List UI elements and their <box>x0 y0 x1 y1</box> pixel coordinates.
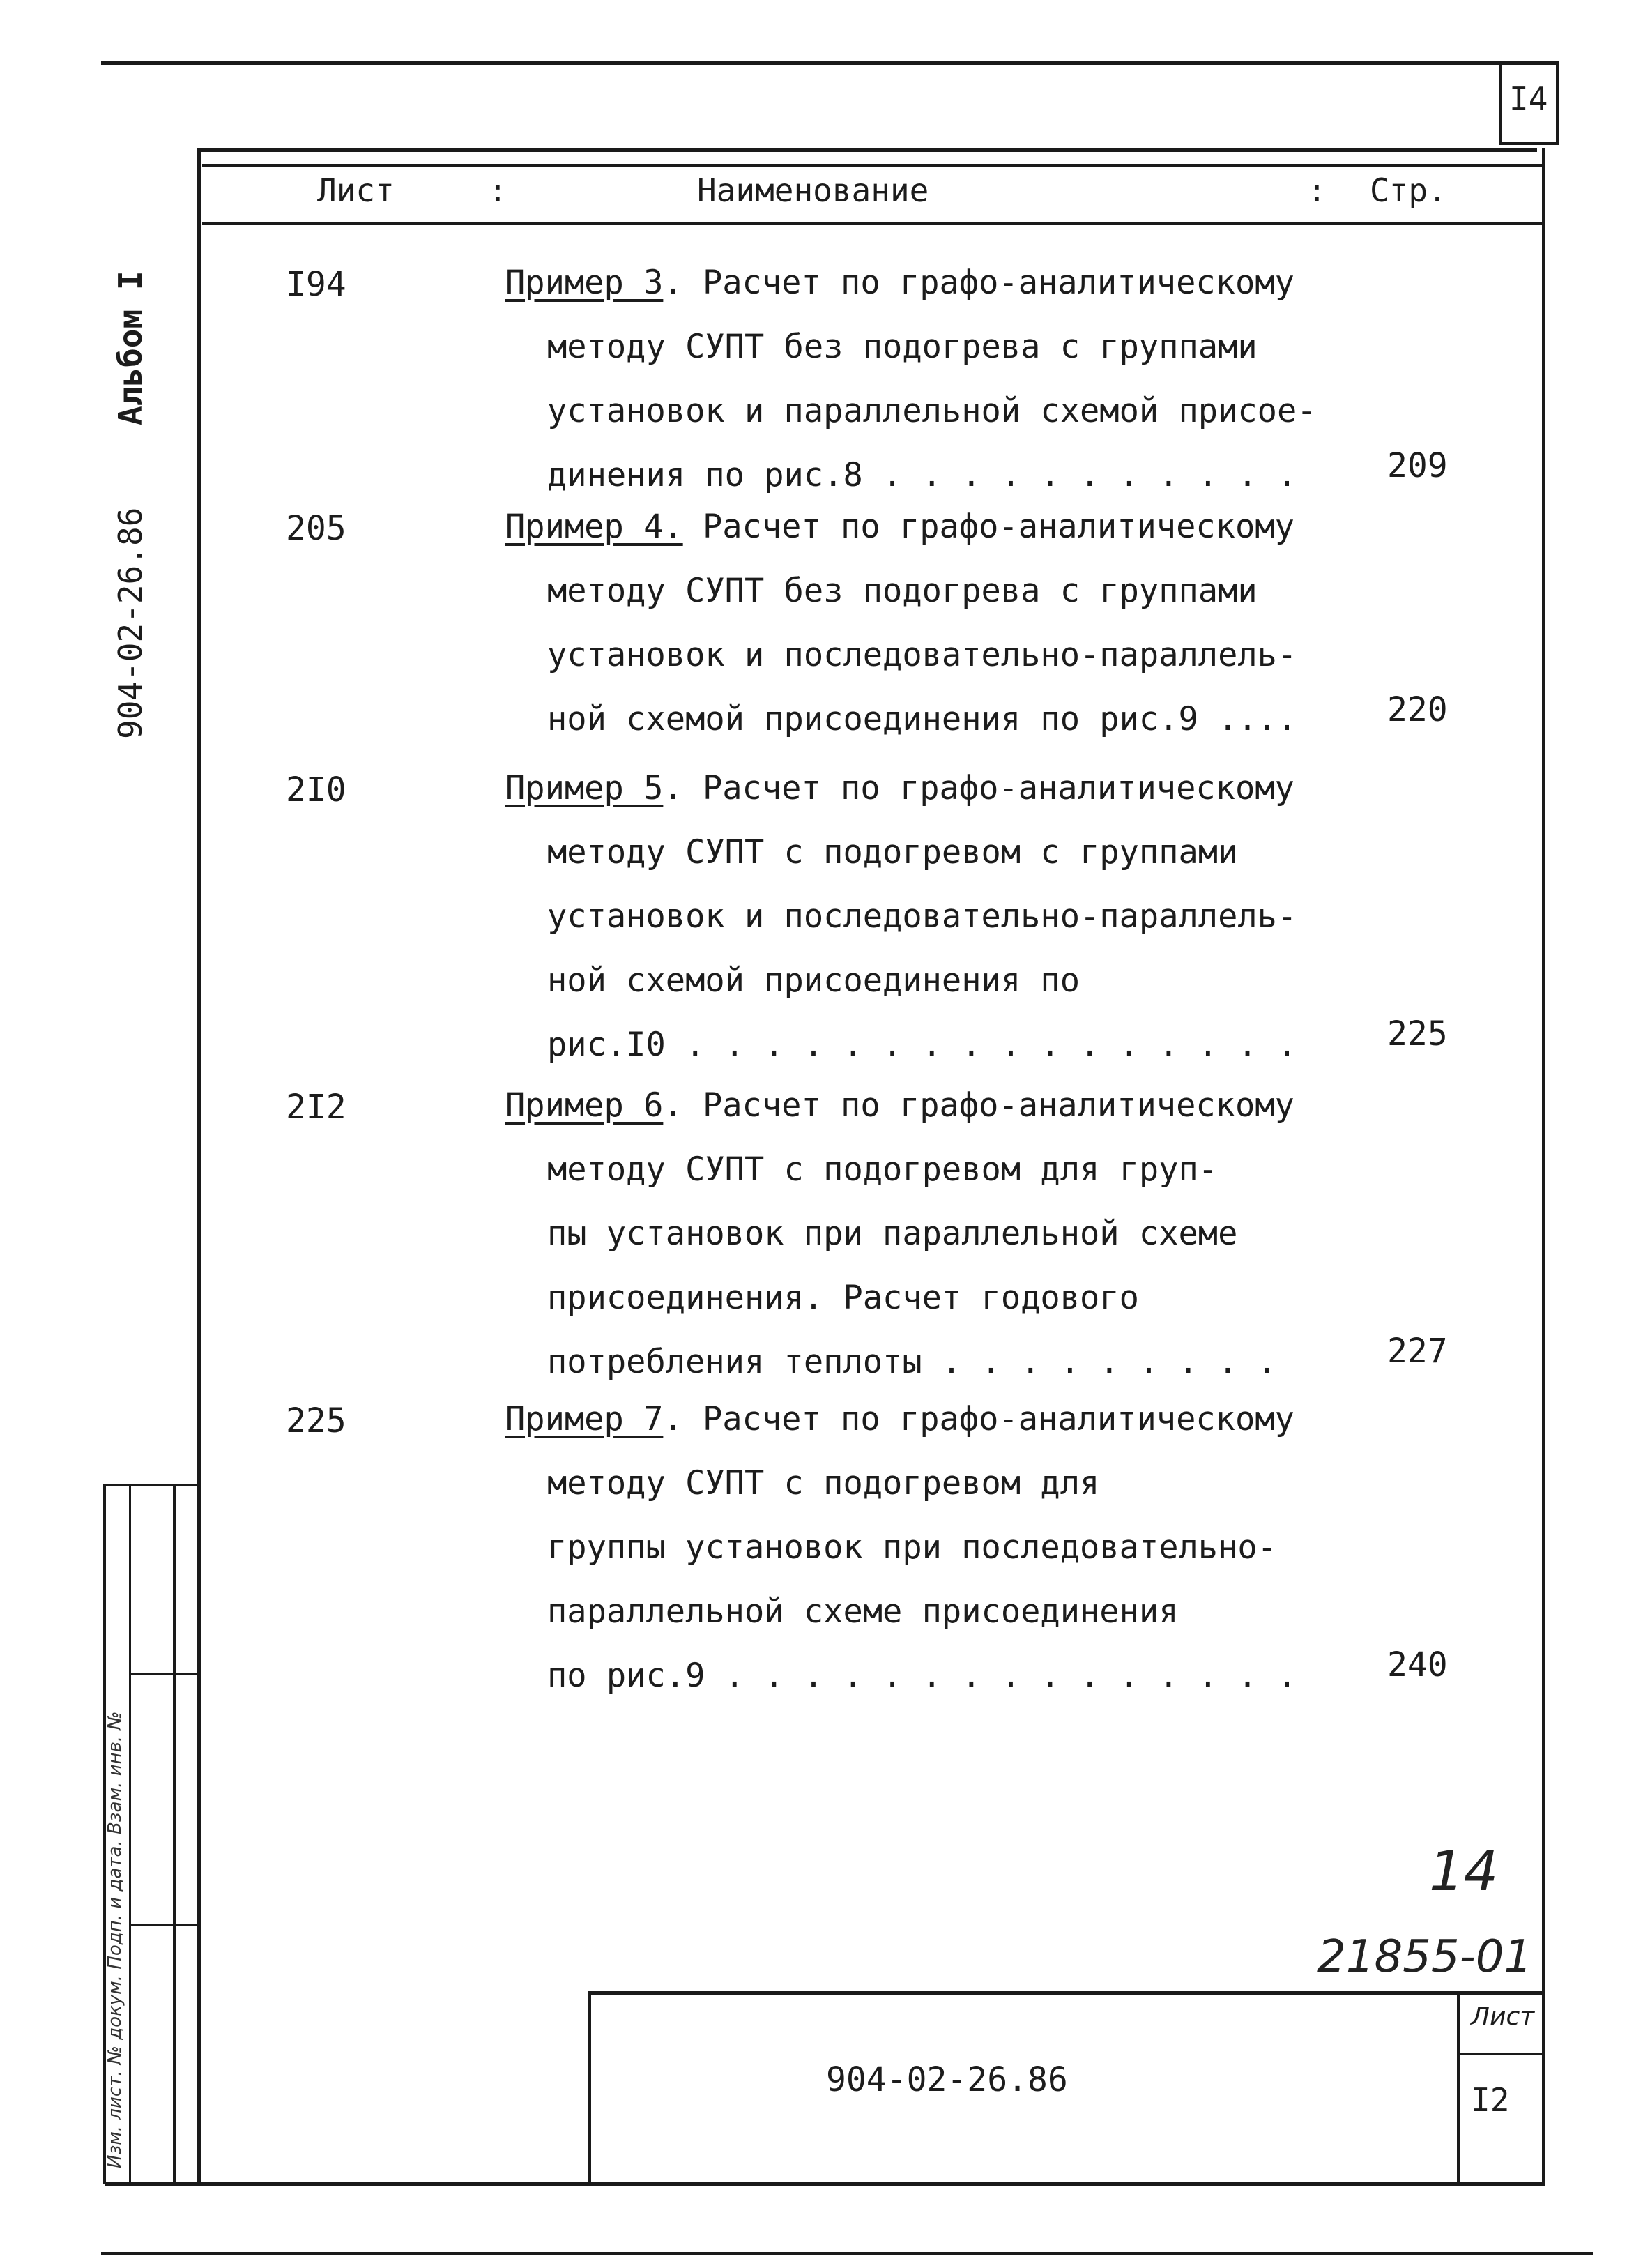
stamp-inner-right <box>173 1485 176 2184</box>
entry-title-4: Пример 6 <box>505 1086 664 1125</box>
stamp-mid-2 <box>129 1924 199 1926</box>
header-page: Стр. <box>1370 172 1447 209</box>
entry-title-5: Пример 7 <box>505 1400 664 1438</box>
entry-1 <box>505 251 1317 508</box>
frame-bottom-rule <box>105 2182 1545 2186</box>
entry-5 <box>505 1387 1300 1708</box>
frame-right-rule <box>1542 148 1545 2184</box>
entry-line: методу СУПТ без подогрева с группами <box>547 328 1258 366</box>
corner-sheet-number: I4 <box>1509 80 1548 118</box>
title-block-sheet-label: Лист <box>1471 2002 1535 2031</box>
entry-sheet-5: 225 <box>286 1401 346 1440</box>
entry-page-4: 227 <box>1387 1332 1448 1371</box>
entry-line: . Расчет по графо-аналитическому <box>663 1400 1294 1438</box>
entry-line: методу СУПТ с подогревом с группами <box>547 833 1238 872</box>
entry-line: динения по рис.8 . . . . . . . . . . . <box>547 456 1297 494</box>
entry-sheet-1: I94 <box>286 265 346 304</box>
top-outer-rule <box>101 61 1558 65</box>
entry-page-3: 225 <box>1387 1014 1448 1053</box>
stamp-mid-1 <box>129 1673 199 1675</box>
title-block-divider <box>1457 1991 1460 2185</box>
frame-left-rule <box>197 148 201 2184</box>
entry-line: присоединения. Расчет годового <box>547 1279 1139 1317</box>
entry-line: методу СУПТ с подогревом для груп- <box>547 1150 1219 1189</box>
header-sheet: Лист <box>317 172 395 209</box>
header-bottom-rule <box>202 222 1544 225</box>
entry-line: пы установок при параллельной схеме <box>547 1215 1238 1253</box>
entry-page-2: 220 <box>1387 690 1448 729</box>
title-block-top <box>588 1991 1544 1995</box>
entry-line: рис.I0 . . . . . . . . . . . . . . . . <box>547 1026 1297 1064</box>
bottom-outer-rule <box>101 2252 1593 2255</box>
entry-sheet-4: 2I2 <box>286 1088 346 1127</box>
entry-title-3: Пример 5 <box>505 769 664 807</box>
margin-stamp-text: Изм. лист. № докум. Подп. и дата. Взам. инв. № <box>105 1711 125 2168</box>
entry-page-1: 209 <box>1387 446 1448 485</box>
side-album-label: Альбом I <box>112 271 149 425</box>
entry-line: потребления теплоты . . . . . . . . . <box>547 1343 1277 1381</box>
entry-line: ной схемой присоединения по <box>547 961 1080 1000</box>
entry-2 <box>505 495 1300 752</box>
entry-title-1: Пример 3 <box>505 264 664 302</box>
entry-4 <box>505 1074 1300 1394</box>
entry-line: установок и последовательно-параллель- <box>547 897 1297 936</box>
entry-page-5: 240 <box>1387 1645 1448 1684</box>
header-name: Наименование <box>697 172 929 209</box>
entry-line: . Расчет по графо-аналитическому <box>663 769 1294 807</box>
entry-line: Расчет по графо-аналитическому <box>682 508 1294 546</box>
entry-line: параллельной схеме присоединения <box>547 1592 1179 1631</box>
entry-line: . Расчет по графо-аналитическому <box>663 264 1294 302</box>
frame-top-rule <box>199 148 1537 152</box>
side-document-code: 904-02-26.86 <box>112 507 149 739</box>
title-block-sheet-divider <box>1457 2053 1544 2055</box>
entry-line: по рис.9 . . . . . . . . . . . . . . . <box>547 1657 1297 1695</box>
entry-sheet-2: 205 <box>286 509 346 548</box>
corner-box-left <box>1499 61 1502 144</box>
entry-line: группы установок при последовательно- <box>547 1528 1277 1567</box>
entry-line: установок и последовательно-параллель- <box>547 636 1297 674</box>
entry-title-2: Пример 4. <box>505 508 683 546</box>
entry-line: методу СУПТ без подогрева с группами <box>547 572 1258 610</box>
corner-box-right <box>1556 61 1559 144</box>
entry-line: методу СУПТ с подогревом для <box>547 1464 1100 1502</box>
handwritten-page-number: 14 <box>1429 1841 1499 1903</box>
entry-3 <box>505 756 1300 1077</box>
entry-line: установок и параллельной схемой присое- <box>547 392 1317 430</box>
handwritten-code: 21855-01 <box>1317 1931 1533 1983</box>
stamp-inner-left <box>129 1485 131 2184</box>
header-sep-1: : <box>488 172 507 209</box>
title-block-sheet-number: I2 <box>1471 2081 1510 2119</box>
header-top-rule <box>202 164 1544 167</box>
stamp-top <box>103 1484 201 1486</box>
entry-line: ной схемой присоединения по рис.9 .... <box>547 700 1297 738</box>
entry-sheet-3: 2I0 <box>286 770 346 809</box>
title-block-code: 904-02-26.86 <box>826 2060 1068 2099</box>
header-sep-2: : <box>1307 172 1327 209</box>
title-block-left <box>588 1991 591 2185</box>
entry-line: . Расчет по графо-аналитическому <box>663 1086 1294 1125</box>
corner-box-bottom <box>1499 142 1559 145</box>
